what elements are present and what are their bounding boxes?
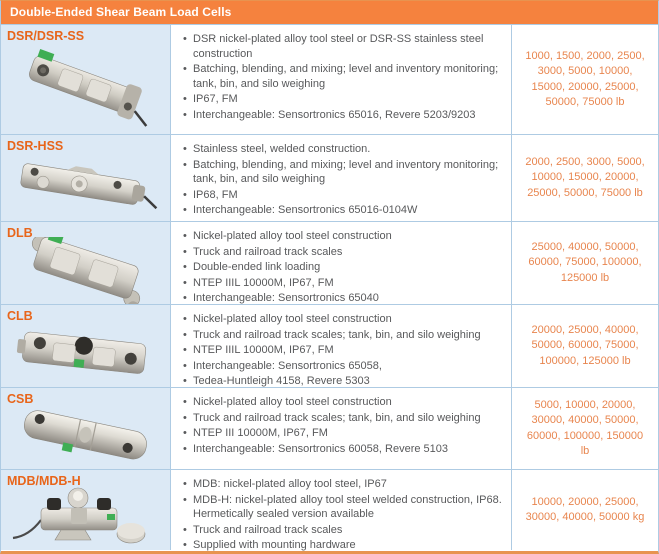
table-row — [1, 24, 658, 134]
feature-item: • Truck and railroad track scales — [181, 523, 505, 538]
feature-list — [181, 312, 505, 389]
feature-item: • Interchangeable: Sensortronics 65058, — [181, 359, 505, 374]
capacity-cell — [512, 135, 658, 221]
model-name: CSB — [7, 392, 34, 406]
feature-item: • Nickel-plated alloy tool steel construction — [181, 229, 505, 244]
capacity-values: 5000, 10000, 20000, 30000, 40000, 50000, 60000, 100000, 150000 lb — [526, 398, 644, 457]
load-cell-image — [16, 47, 156, 129]
model-cell — [1, 135, 171, 221]
feature-item: • IP67, FM — [181, 92, 505, 107]
feature-list — [181, 32, 505, 122]
feature-item: • Stainless steel, welded construction. — [181, 142, 505, 157]
dsr-load-cell-photo — [1, 41, 170, 134]
table-row — [1, 387, 658, 469]
load-cell-image — [13, 322, 159, 386]
features-cell — [171, 388, 512, 469]
feature-item: • MDB-H: nickel-plated alloy tool steel welded construction, IP68. Hermetically sealed version available — [181, 493, 505, 522]
model-name: DLB — [7, 226, 33, 240]
feature-item: • Truck and railroad track scales; tank, bin, and silo weighing — [181, 411, 505, 426]
features-cell — [171, 25, 512, 134]
model-name: CLB — [7, 309, 33, 323]
capacity-values: 25000, 40000, 50000, 60000, 75000, 100000, 125000 lb — [528, 240, 642, 284]
table-row — [1, 469, 658, 550]
load-cell-image — [11, 486, 161, 550]
feature-item: • Batching, blending, and mixing; level and inventory monitoring; tank, bin, and silo weighing — [181, 158, 505, 187]
clb-load-cell-photo — [1, 321, 170, 387]
model-cell — [1, 470, 171, 550]
model-cell — [1, 25, 171, 134]
mdb-load-cell-photo — [1, 486, 170, 550]
capacity-cell — [512, 470, 658, 550]
feature-item: • DSR nickel-plated alloy tool steel or DSR-SS stainless steel construction — [181, 32, 505, 61]
table-row — [1, 221, 658, 304]
capacity-cell — [512, 222, 658, 304]
capacity-values: 2000, 2500, 3000, 5000, 10000, 15000, 20000, 25000, 50000, 75000 lb — [525, 155, 645, 199]
feature-list — [181, 229, 505, 306]
feature-item: • Supplied with mounting hardware — [181, 538, 505, 553]
feature-item: • Double-ended link loading — [181, 260, 505, 275]
feature-item: • MDB: nickel-plated alloy tool steel, IP67 — [181, 477, 505, 492]
feature-item: • Interchangeable: Sensortronics 65016-0104W — [181, 203, 505, 218]
csb-load-cell-photo — [1, 404, 170, 469]
capacity-values: 1000, 1500, 2000, 2500, 3000, 5000, 10000, 15000, 20000, 25000, 50000, 75000 lb — [525, 49, 645, 108]
features-cell — [171, 135, 512, 221]
capacity-cell — [512, 388, 658, 469]
feature-item: • Truck and railroad track scales; tank, bin, and silo weighing — [181, 328, 505, 343]
dsr-hss-load-cell-photo — [1, 151, 170, 221]
capacity-values: 10000, 20000, 25000, 30000, 40000, 50000 kg — [525, 495, 645, 523]
feature-item: • NTEP IIIL 10000M, IP67, FM — [181, 343, 505, 358]
feature-item: • Interchangeable: Sensortronics 60058, Revere 5103 — [181, 442, 505, 457]
model-name: DSR/DSR-SS — [7, 29, 85, 43]
feature-item: • Tedea-Huntleigh 4158, Revere 5303 — [181, 374, 505, 389]
feature-list — [181, 477, 505, 553]
table-row — [1, 304, 658, 387]
features-cell — [171, 222, 512, 304]
feature-list — [181, 395, 505, 456]
feature-item: • IP68, FM — [181, 188, 505, 203]
capacity-values: 20000, 25000, 40000, 50000, 60000, 75000, 100000, 125000 lb — [531, 323, 639, 367]
load-cell-image — [13, 155, 159, 217]
feature-item: • NTEP III 10000M, IP67, FM — [181, 426, 505, 441]
capacity-cell — [512, 305, 658, 387]
features-cell — [171, 305, 512, 387]
feature-item: • Nickel-plated alloy tool steel construction — [181, 395, 505, 410]
model-cell — [1, 388, 171, 469]
model-name: DSR-HSS — [7, 139, 64, 153]
feature-item: • Batching, blending, and mixing; level and inventory monitoring; tank, bin, and silo weighing — [181, 62, 505, 91]
feature-item: • Interchangeable: Sensortronics 65040 — [181, 291, 505, 306]
load-cell-image — [13, 405, 159, 469]
model-cell — [1, 305, 171, 387]
feature-item: • NTEP IIIL 10000M, IP67, FM — [181, 276, 505, 291]
feature-item: • Nickel-plated alloy tool steel construction — [181, 312, 505, 327]
model-name: MDB/MDB-H — [7, 474, 81, 488]
feature-item: • Truck and railroad track scales — [181, 245, 505, 260]
table-row — [1, 134, 658, 221]
capacity-cell — [512, 25, 658, 134]
features-cell — [171, 470, 512, 550]
load-cell-image — [16, 237, 156, 304]
dlb-load-cell-photo — [1, 238, 170, 304]
model-cell — [1, 222, 171, 304]
feature-item: • Interchangeable: Sensortronics 65016, Revere 5203/9203 — [181, 108, 505, 123]
feature-list — [181, 142, 505, 218]
table-title: Double-Ended Shear Beam Load Cells — [1, 1, 658, 24]
